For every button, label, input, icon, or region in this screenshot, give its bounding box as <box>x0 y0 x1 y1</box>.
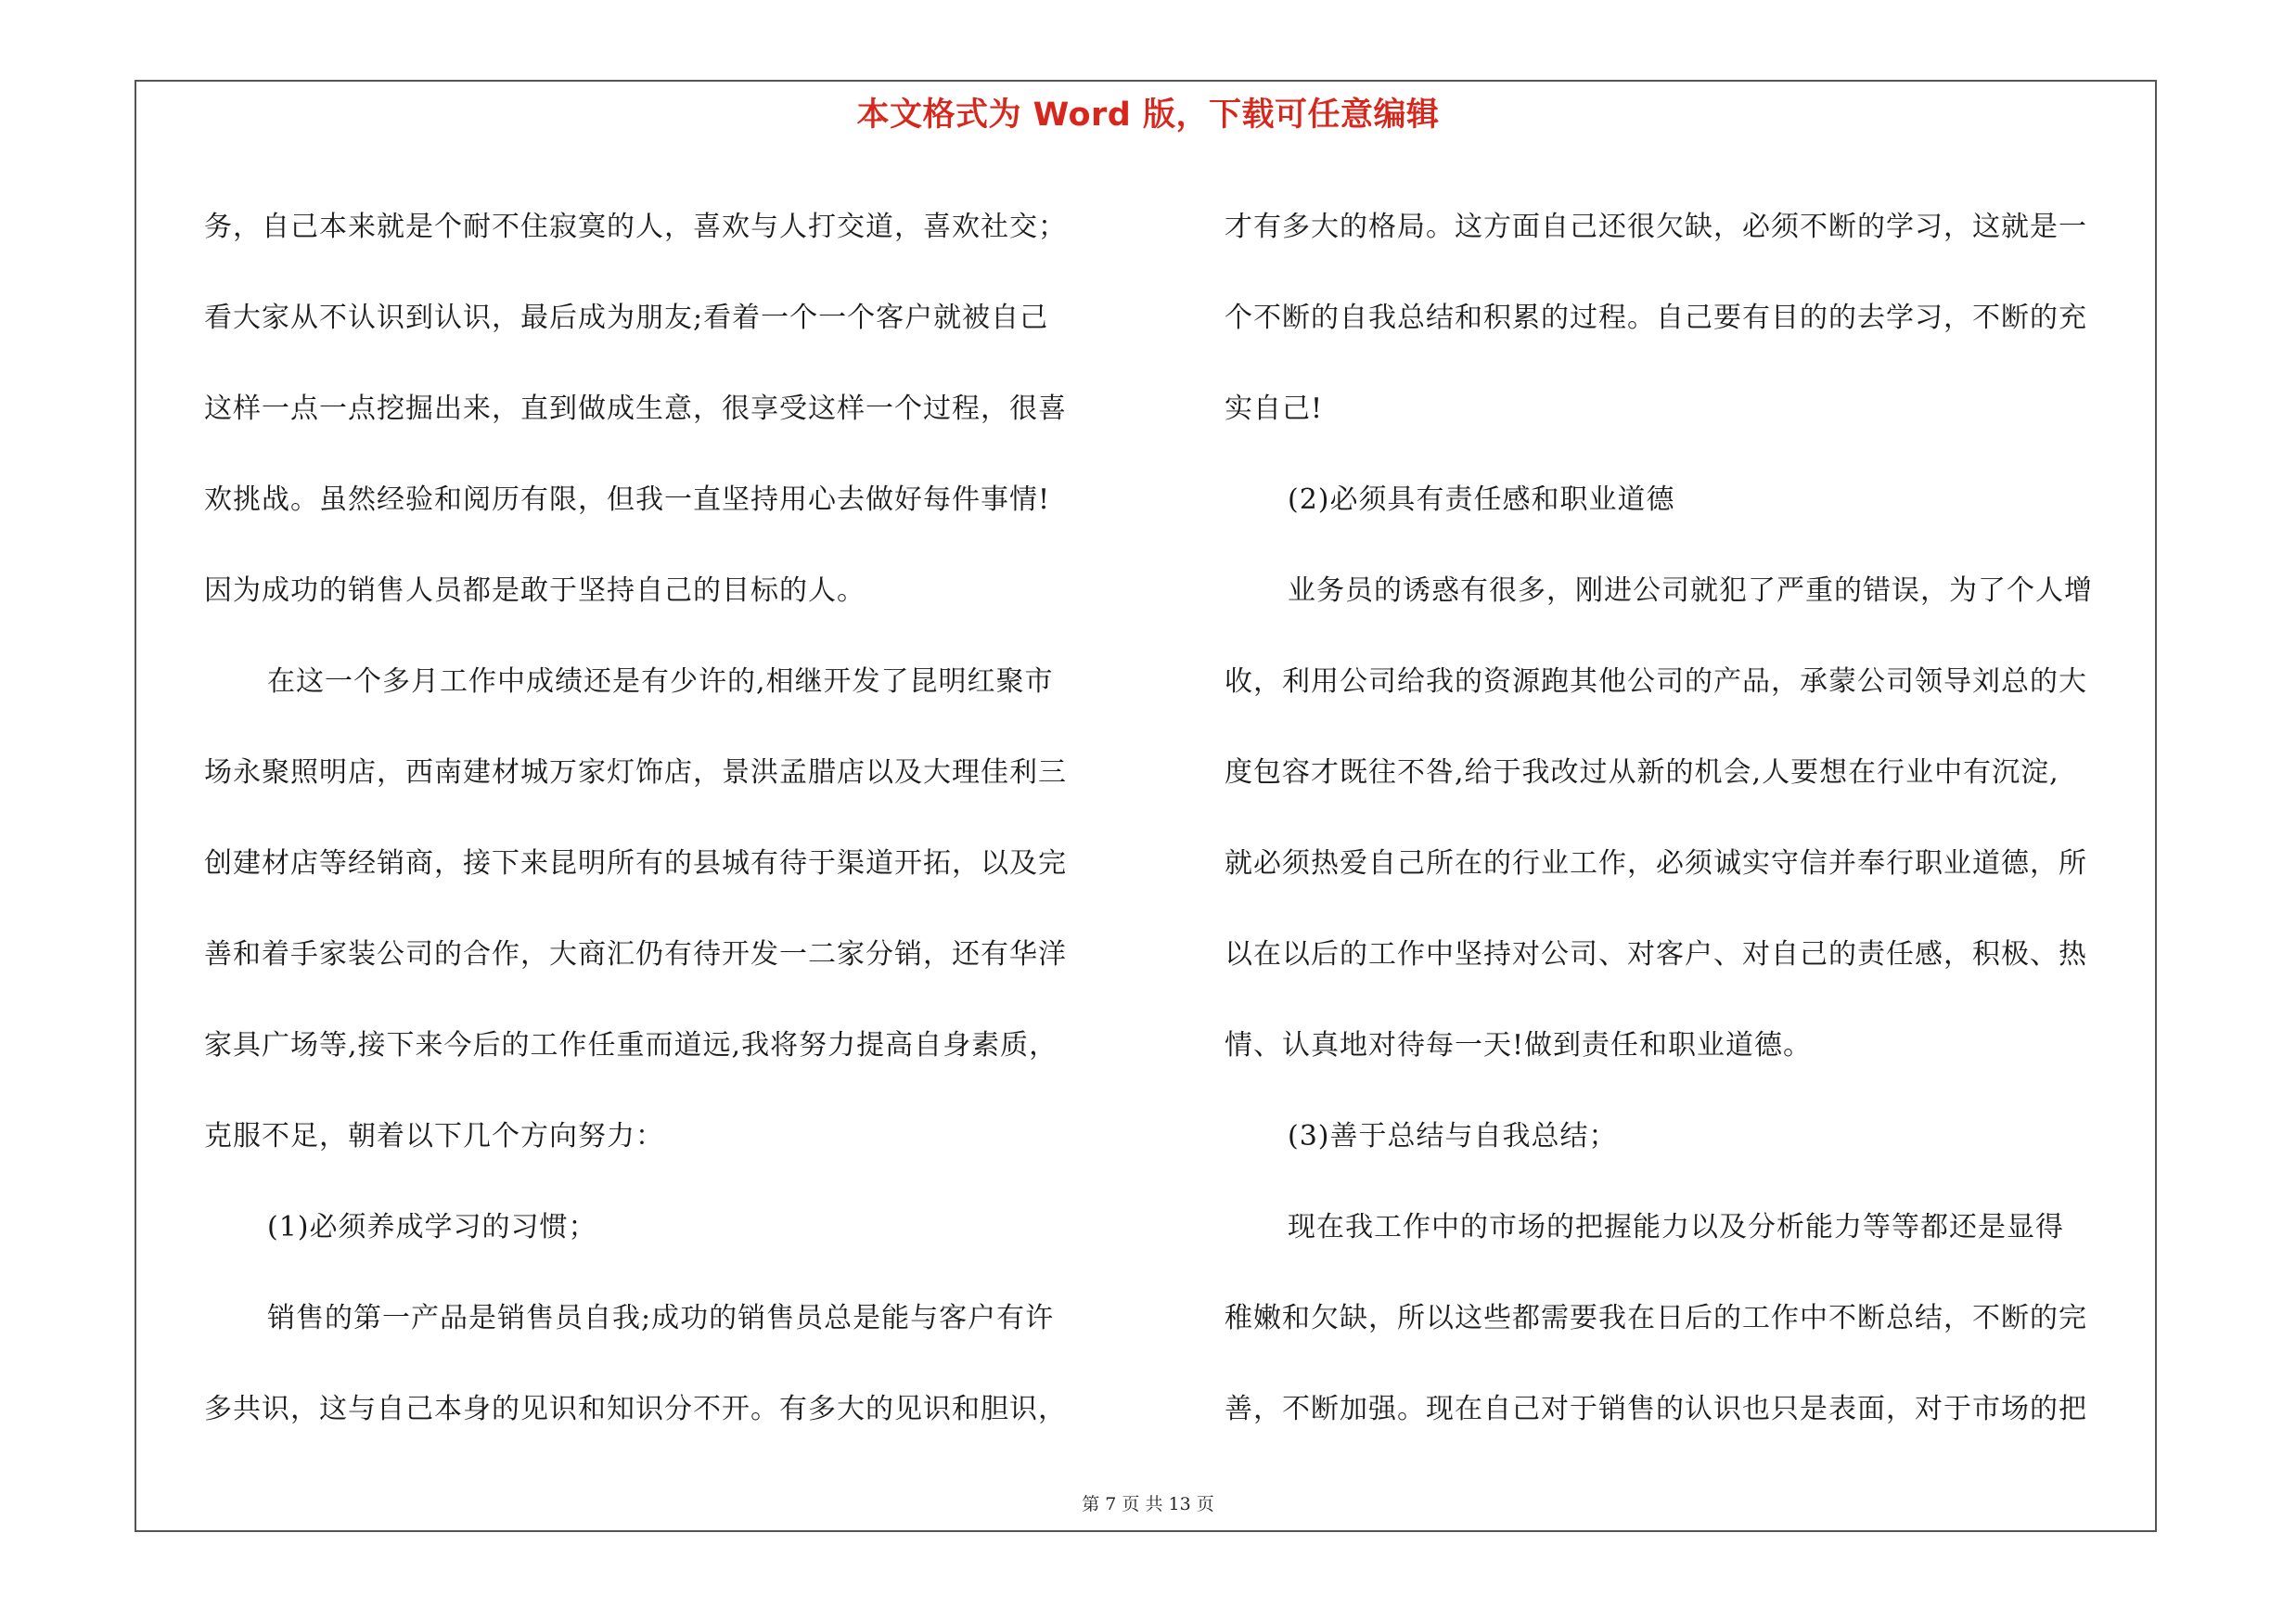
section-heading: (2)必须具有责任感和职业道德 <box>1288 483 1675 516</box>
text-line: 创建材店等经销商，接下来昆明所有的县城有待于渠道开拓，以及完 <box>204 847 1067 880</box>
text-line: 善，不断加强。现在自己对于销售的认识也只是表面，对于市场的把 <box>1225 1393 2087 1425</box>
text-line: 个不断的自我总结和积累的过程。自己要有目的的去学习，不断的充 <box>1225 302 2087 334</box>
text-line: 在这一个多月工作中成绩还是有少许的,相继开发了昆明红聚市 <box>267 665 1054 698</box>
text-line: 欢挑战。虽然经验和阅历有限，但我一直坚持用心去做好每件事情! <box>204 483 1051 516</box>
text-line: 克服不足，朝着以下几个方向努力： <box>204 1120 664 1153</box>
text-line: 因为成功的销售人员都是敢于坚持自己的目标的人。 <box>204 574 866 607</box>
text-line: 以在以后的工作中坚持对公司、对客户、对自己的责任感，积极、热 <box>1225 938 2087 971</box>
text-line: 就必须热爱自己所在的行业工作，必须诚实守信并奉行职业道德，所 <box>1225 847 2087 880</box>
text-line: 实自己! <box>1225 393 1324 425</box>
text-line: 看大家从不认识到认识，最后成为朋友;看着一个一个客户就被自己 <box>204 302 1049 334</box>
left-text-column <box>204 182 1141 1455</box>
section-heading: (3)善于总结与自我总结； <box>1288 1120 1618 1153</box>
text-line: 善和着手家装公司的合作，大商汇仍有待开发一二家分销，还有华洋 <box>204 938 1067 971</box>
right-text-column <box>1225 182 2161 1455</box>
text-line: 稚嫩和欠缺，所以这些都需要我在日后的工作中不断总结，不断的完 <box>1225 1302 2087 1334</box>
text-line: 情、认真地对待每一天!做到责任和职业道德。 <box>1225 1029 1813 1062</box>
text-line: 多共识，这与自己本身的见识和知识分不开。有多大的见识和胆识， <box>204 1393 1067 1425</box>
text-line: 度包容才既往不咎,给于我改过从新的机会,人要想在行业中有沉淀, <box>1225 756 2059 789</box>
text-line: 业务员的诱惑有很多，刚进公司就犯了严重的错误，为了个人增 <box>1288 574 2093 607</box>
text-line: 家具广场等,接下来今后的工作任重而道远,我将努力提高自身素质， <box>204 1029 1058 1062</box>
text-line: 现在我工作中的市场的把握能力以及分析能力等等都还是显得 <box>1288 1211 2064 1243</box>
text-line: 才有多大的格局。这方面自己还很欠缺，必须不断的学习，这就是一 <box>1225 211 2087 243</box>
text-line: 务，自己本来就是个耐不住寂寞的人，喜欢与人打交道，喜欢社交； <box>204 211 1067 243</box>
page-number: 第 7 页 共 13 页 <box>1082 1494 1214 1514</box>
text-line: 收，利用公司给我的资源跑其他公司的产品，承蒙公司领导刘总的大 <box>1225 665 2087 698</box>
format-notice-banner: 本文格式为 Word 版，下载可任意编辑 <box>856 97 1440 134</box>
section-heading: (1)必须养成学习的习惯； <box>267 1211 597 1243</box>
text-line: 场永聚照明店，西南建材城万家灯饰店，景洪孟腊店以及大理佳利三 <box>204 756 1067 789</box>
text-line: 销售的第一产品是销售员自我;成功的销售员总是能与客户有许 <box>267 1302 1055 1334</box>
text-line: 这样一点一点挖掘出来，直到做成生意，很享受这样一个过程，很喜 <box>204 393 1067 425</box>
